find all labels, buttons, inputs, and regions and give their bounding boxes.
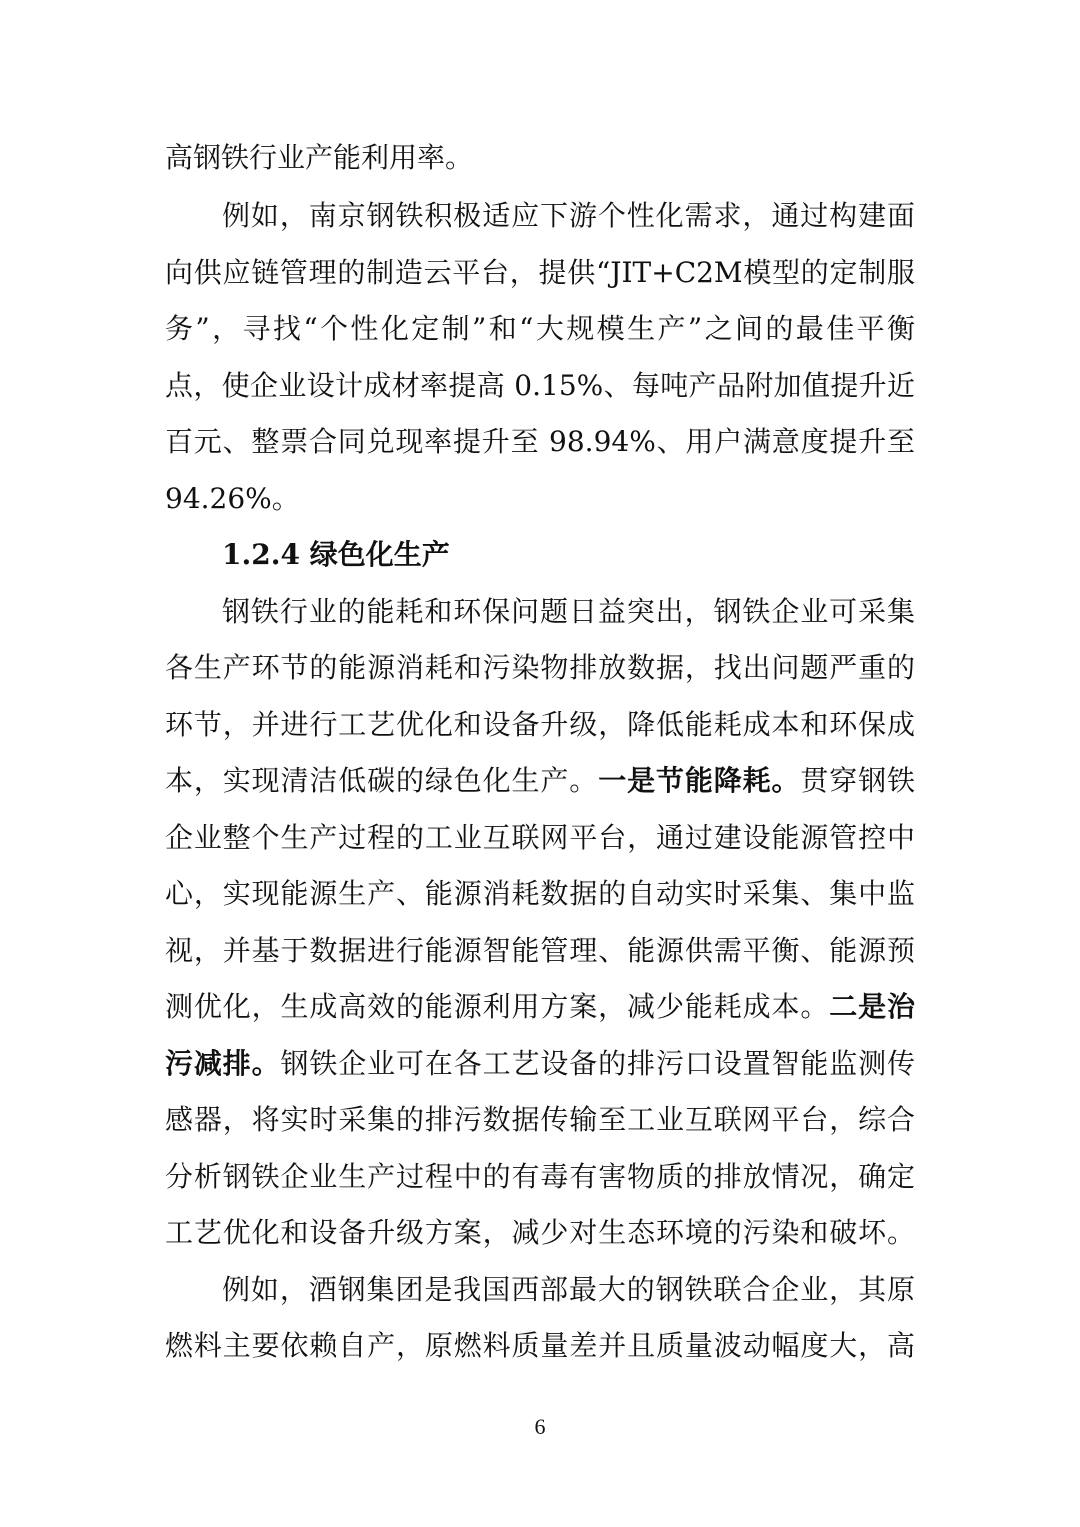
text-run: 贯穿钢铁 (800, 764, 915, 797)
text-line: 务”，寻找“个性化定制”和“大规模生产”之间的最佳平衡 (165, 312, 915, 345)
text-line: 分析钢铁企业生产过程中的有毒有害物质的排放情况，确定 (165, 1160, 915, 1193)
section-heading: 1.2.4 绿色化生产 (222, 538, 450, 571)
text-line: 百元、整票合同兑现率提升至 98.94%、用户满意度提升至 (165, 425, 915, 458)
text-line (165, 1044, 915, 1084)
text-run: 本，实现清洁低碳的绿色化生产。 (165, 764, 599, 797)
text-line: 94.26%。 (165, 482, 300, 515)
text-run: 测优化，生成高效的能源利用方案，减少能耗成本。 (165, 990, 830, 1023)
text-line: 环节，并进行工艺优化和设备升级，降低能耗成本和环保成 (165, 708, 915, 741)
text-line: 点，使企业设计成材率提高 0.15%、每吨产品附加值提升近 (165, 369, 915, 402)
text-line: 视，并基于数据进行能源智能管理、能源供需平衡、能源预 (165, 934, 915, 967)
bold-lead-pollution-reduction: 二是治 (829, 990, 915, 1023)
text-line: 企业整个生产过程的工业互联网平台，通过建设能源管控中 (165, 821, 915, 854)
text-line: 各生产环节的能源消耗和污染物排放数据，找出问题严重的 (165, 651, 915, 684)
text-line: 心，实现能源生产、能源消耗数据的自动实时采集、集中监 (165, 877, 915, 910)
text-line (165, 987, 915, 1027)
text-line: 感器，将实时采集的排污数据传输至工业互联网平台，综合 (165, 1103, 915, 1136)
text-line: 例如，南京钢铁积极适应下游个性化需求，通过构建面 (222, 199, 915, 232)
text-line: 钢铁行业的能耗和环保问题日益突出，钢铁企业可采集 (222, 595, 915, 628)
page-number: 6 (534, 1414, 546, 1439)
text-line: 向供应链管理的制造云平台，提供“JIT+C2M模型的定制服 (165, 256, 915, 289)
bold-lead-pollution-reduction-cont: 污减排。 (165, 1047, 281, 1080)
text-line: 高钢铁行业产能利用率。 (165, 141, 474, 174)
bold-lead-energy-saving: 一是节能降耗。 (598, 764, 801, 797)
text-line: 例如，酒钢集团是我国西部最大的钢铁联合企业，其原 (222, 1273, 915, 1306)
text-line (165, 761, 915, 801)
text-line: 工艺优化和设备升级方案，减少对生态环境的污染和破坏。 (165, 1216, 915, 1249)
text-run: 钢铁企业可在各工艺设备的排污口设置智能监测传 (280, 1047, 915, 1080)
text-line: 燃料主要依赖自产，原燃料质量差并且质量波动幅度大，高 (165, 1329, 915, 1362)
